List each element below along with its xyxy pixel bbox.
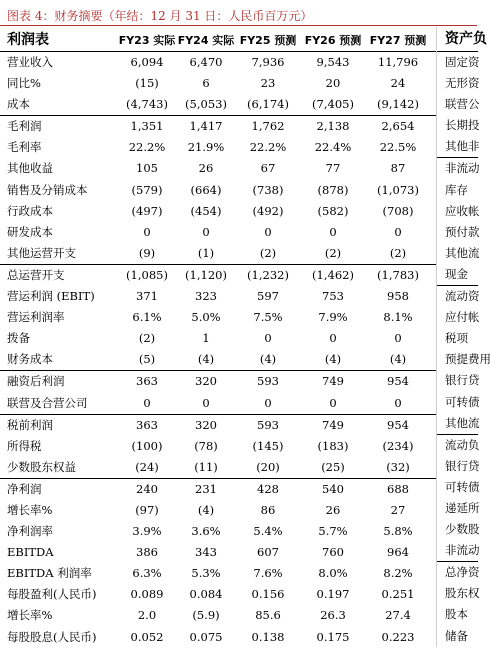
- row-label: 每股盈利(人民币): [7, 587, 97, 602]
- table-cell: 6.3%: [132, 566, 162, 581]
- row-label: 增长率%: [7, 502, 53, 517]
- table-cell: 0: [264, 224, 272, 239]
- side-row-label: 总净资: [437, 561, 478, 583]
- table-cell: 749: [322, 417, 344, 432]
- table-cell: 5.7%: [318, 524, 348, 539]
- table-cell: (4,743): [126, 97, 168, 112]
- table-cell: 0: [329, 331, 337, 346]
- table-cell: (1,783): [377, 267, 419, 282]
- table-cell: 87: [390, 161, 406, 176]
- table-cell: 593: [257, 374, 279, 389]
- row-label: 行政成本: [7, 203, 53, 218]
- row-label: 拨备: [7, 331, 30, 346]
- side-row-label: 股东权: [445, 586, 480, 601]
- row-label: 增长率%: [7, 608, 53, 623]
- table-cell: 0: [202, 395, 210, 410]
- table-cell: 0: [394, 395, 402, 410]
- table-cell: (1,120): [185, 267, 227, 282]
- table-cell: (6,174): [247, 97, 289, 112]
- row-label: 其他收益: [7, 161, 53, 176]
- table-cell: 7.6%: [253, 566, 283, 581]
- table-cell: 23: [260, 76, 276, 91]
- side-row-label: 储备: [445, 628, 468, 643]
- table-cell: 2.0: [137, 608, 157, 623]
- table-header: [0, 27, 436, 52]
- table-cell: (5,053): [185, 97, 227, 112]
- table-cell: (1,073): [377, 182, 419, 197]
- table-cell: 240: [136, 481, 158, 496]
- table-cell: 9,543: [316, 55, 350, 69]
- column-header: FY25 预测: [239, 34, 297, 47]
- table-row: [0, 243, 436, 264]
- table-row: [0, 73, 436, 94]
- table-row: [0, 286, 436, 307]
- table-cell: 428: [257, 481, 279, 496]
- table-cell: (145): [252, 438, 284, 453]
- table-cell: 24: [390, 76, 406, 91]
- table-cell: 688: [387, 481, 409, 496]
- table-cell: 371: [136, 289, 158, 304]
- table-row: [0, 307, 436, 328]
- table-cell: (454): [190, 203, 222, 218]
- table-cell: (9): [138, 245, 156, 260]
- table-cell: (1,462): [312, 267, 354, 282]
- table-cell: 0: [264, 331, 272, 346]
- table-cell: (1): [197, 245, 215, 260]
- table-row: [0, 500, 436, 521]
- table-cell: 0.052: [130, 629, 164, 644]
- table-cell: (664): [190, 182, 222, 197]
- column-header: FY24 实际: [177, 34, 235, 47]
- table-cell: 0.089: [130, 587, 164, 602]
- table-cell: 964: [387, 545, 409, 560]
- column-header: FY23 实际: [118, 34, 176, 47]
- table-cell: 540: [322, 481, 344, 496]
- table-cell: 7.5%: [253, 310, 283, 325]
- table-row: [0, 414, 436, 436]
- row-label: 每股股息(人民币): [7, 629, 97, 644]
- table-cell: 753: [322, 289, 344, 304]
- side-row-label: 其他流: [445, 415, 480, 430]
- side-row-label: 银行贷: [445, 373, 480, 388]
- table-row: [0, 158, 436, 179]
- table-row: [0, 328, 436, 349]
- row-label: 营业收入: [7, 55, 53, 69]
- table-cell: 0.223: [381, 629, 415, 644]
- table-cell: 0: [143, 224, 151, 239]
- table-cell: 0: [329, 224, 337, 239]
- table-row: [0, 222, 436, 243]
- table-cell: 26.3: [320, 608, 346, 623]
- table-cell: 5.3%: [191, 566, 221, 581]
- side-row-label: 应付帐: [445, 310, 480, 325]
- row-label: 其他运营开支: [7, 245, 76, 260]
- table-cell: 0: [143, 395, 151, 410]
- table-cell: 0.084: [189, 587, 223, 602]
- table-cell: 77: [325, 161, 341, 176]
- table-cell: 0.197: [316, 587, 350, 602]
- table-cell: 6: [202, 76, 210, 91]
- table-row: [0, 94, 436, 115]
- table-cell: 0: [264, 395, 272, 410]
- table-cell: (4): [259, 352, 277, 367]
- table-cell: 6,470: [189, 55, 223, 69]
- table-cell: 8.0%: [318, 566, 348, 581]
- table-cell: 958: [387, 289, 409, 304]
- table-cell: 7,936: [251, 55, 285, 69]
- table-cell: 67: [260, 161, 276, 176]
- table-cell: 607: [257, 545, 279, 560]
- table-cell: (708): [382, 203, 414, 218]
- table-cell: 27: [390, 502, 406, 517]
- side-row-label: 可转债: [445, 479, 480, 494]
- table-cell: 26: [325, 502, 341, 517]
- table-row: [0, 563, 436, 584]
- side-row-label: 长期投: [445, 118, 480, 133]
- table-cell: 0: [394, 331, 402, 346]
- table-cell: (5.9): [192, 608, 220, 623]
- table-cell: 593: [257, 417, 279, 432]
- row-label: 营运利润 (EBIT): [7, 289, 95, 304]
- table-cell: 323: [195, 289, 217, 304]
- table-cell: 954: [387, 374, 409, 389]
- table-cell: 0: [329, 395, 337, 410]
- table-cell: 363: [136, 374, 158, 389]
- table-cell: (2): [324, 245, 342, 260]
- income-statement-table: [0, 27, 436, 648]
- table-cell: 749: [322, 374, 344, 389]
- side-table-title: 资产负: [437, 27, 478, 52]
- table-cell: 8.2%: [383, 566, 413, 581]
- side-row-label: 其他非: [445, 139, 480, 154]
- table-cell: 11,796: [377, 55, 419, 69]
- table-row: [0, 605, 436, 626]
- table-cell: 105: [136, 161, 158, 176]
- side-row-label: 预付款: [445, 224, 480, 239]
- table-cell: (11): [194, 459, 218, 474]
- side-row-label: 库存: [445, 182, 468, 197]
- table-row: [0, 521, 436, 542]
- table-cell: (497): [131, 203, 163, 218]
- table-cell: (9,142): [377, 97, 419, 112]
- table-cell: (4): [197, 352, 215, 367]
- table-row: [0, 627, 436, 648]
- side-row-label: 可转债: [445, 394, 480, 409]
- table-row: [0, 542, 436, 563]
- table-row: [0, 393, 436, 414]
- table-cell: 8.1%: [383, 310, 413, 325]
- table-cell: (1,232): [247, 267, 289, 282]
- table-cell: 0.156: [251, 587, 285, 602]
- table-cell: (15): [135, 76, 159, 91]
- table-cell: 2,654: [381, 119, 415, 134]
- table-cell: 6.1%: [132, 310, 162, 325]
- caption-divider: [0, 25, 477, 26]
- side-row-label: 流动负: [437, 434, 478, 456]
- table-row: [0, 115, 436, 137]
- table-cell: 0.075: [189, 629, 223, 644]
- table-cell: (1,085): [126, 267, 168, 282]
- table-cell: (4): [389, 352, 407, 367]
- table-cell: (100): [131, 438, 163, 453]
- row-label: 净利润: [7, 481, 42, 496]
- table-row: [0, 584, 436, 605]
- table-cell: 386: [136, 545, 158, 560]
- side-row-label: 银行贷: [445, 458, 480, 473]
- table-cell: 1,417: [189, 119, 223, 134]
- row-label: 销售及分销成本: [7, 182, 88, 197]
- table-cell: 760: [322, 545, 344, 560]
- row-label: 所得税: [7, 438, 42, 453]
- table-cell: (20): [256, 459, 280, 474]
- side-row-label: 股本: [445, 607, 468, 622]
- table-cell: (4): [324, 352, 342, 367]
- table-cell: (2): [389, 245, 407, 260]
- row-label: 联营及合营公司: [7, 395, 88, 410]
- column-header: FY27 预测: [369, 34, 427, 47]
- side-row-label: 预提费用: [445, 352, 491, 367]
- table-cell: (4): [197, 502, 215, 517]
- side-row-label: 联营公: [445, 97, 480, 112]
- row-label: 研发成本: [7, 224, 53, 239]
- table-cell: 7.9%: [318, 310, 348, 325]
- table-cell: 27.4: [385, 608, 411, 623]
- table-cell: 22.5%: [379, 140, 417, 155]
- table-cell: 343: [195, 545, 217, 560]
- table-row: [0, 349, 436, 370]
- table-cell: (24): [135, 459, 159, 474]
- table-cell: (25): [321, 459, 345, 474]
- table-row: [0, 137, 436, 158]
- row-label: 税前利润: [7, 417, 53, 432]
- table-cell: (78): [194, 438, 218, 453]
- row-label: 毛利率: [7, 140, 42, 155]
- side-row-label: 其他流: [445, 245, 480, 260]
- table-cell: (582): [317, 203, 349, 218]
- table-cell: (234): [382, 438, 414, 453]
- table-cell: 5.0%: [191, 310, 221, 325]
- table-row: [0, 478, 436, 500]
- table-cell: 363: [136, 417, 158, 432]
- table-cell: 22.2%: [249, 140, 287, 155]
- table-cell: 20: [325, 76, 341, 91]
- table-row: [0, 457, 436, 478]
- row-label: 成本: [7, 97, 30, 112]
- table-cell: (7,405): [312, 97, 354, 112]
- column-header: FY26 预测: [304, 34, 362, 47]
- side-row-label: 非流动: [437, 157, 478, 179]
- side-row-label: 现金: [445, 266, 468, 281]
- row-label: 同比%: [7, 76, 41, 91]
- table-cell: (738): [252, 182, 284, 197]
- table-cell: 5.8%: [383, 524, 413, 539]
- table-cell: (2): [138, 331, 156, 346]
- table-cell: 3.6%: [191, 524, 221, 539]
- table-cell: 0: [394, 224, 402, 239]
- side-row-label: 递延所: [445, 500, 480, 515]
- figure-caption: 图表 4：财务摘要（年结：12 月 31 日：人民币百万元）: [7, 9, 313, 23]
- table-row: [0, 201, 436, 222]
- table-cell: 0.175: [316, 629, 350, 644]
- table-cell: (97): [135, 502, 159, 517]
- table-row: [0, 180, 436, 201]
- side-row-label: 少数股: [445, 522, 480, 537]
- balance-sheet-table-partial: [436, 27, 491, 647]
- row-label: 财务成本: [7, 352, 53, 367]
- table-cell: (32): [386, 459, 410, 474]
- row-label: EBITDA 利润率: [7, 566, 92, 581]
- table-cell: 22.2%: [128, 140, 166, 155]
- side-row-label: 税项: [445, 331, 468, 346]
- row-label: 融资后利润: [7, 374, 65, 389]
- table-cell: 320: [195, 374, 217, 389]
- table-cell: 954: [387, 417, 409, 432]
- table-cell: 3.9%: [132, 524, 162, 539]
- table-cell: 22.4%: [314, 140, 352, 155]
- side-row-label: 非流动: [445, 543, 480, 558]
- row-label: 毛利润: [7, 119, 42, 134]
- table-cell: 1: [202, 331, 210, 346]
- table-cell: (2): [259, 245, 277, 260]
- table-row: [0, 264, 436, 286]
- table-row: [0, 52, 436, 73]
- table-row: [0, 436, 436, 457]
- side-row-label: 应收帐: [445, 203, 480, 218]
- table-cell: 2,138: [316, 119, 350, 134]
- table-cell: (183): [317, 438, 349, 453]
- table-cell: (579): [131, 182, 163, 197]
- table-cell: 1,351: [130, 119, 164, 134]
- side-row-label: 固定资: [445, 55, 480, 69]
- row-label: EBITDA: [7, 545, 54, 560]
- row-label: 净利润率: [7, 524, 53, 539]
- table-row: [0, 370, 436, 392]
- side-row-label: 无形资: [445, 76, 480, 91]
- table-cell: 0.138: [251, 629, 285, 644]
- table-cell: 597: [257, 289, 279, 304]
- table-cell: 6,094: [130, 55, 164, 69]
- table-cell: 1,762: [251, 119, 285, 134]
- table-cell: (878): [317, 182, 349, 197]
- table-cell: 21.9%: [187, 140, 225, 155]
- row-label: 营运利润率: [7, 310, 65, 325]
- table-cell: 320: [195, 417, 217, 432]
- table-cell: 86: [260, 502, 276, 517]
- row-label: 少数股东权益: [7, 459, 76, 474]
- table-cell: (492): [252, 203, 284, 218]
- table-cell: (5): [138, 352, 156, 367]
- table-title: 利润表: [7, 32, 49, 48]
- side-row-label: 流动资: [437, 285, 478, 307]
- table-cell: 26: [198, 161, 214, 176]
- table-cell: 0.251: [381, 587, 415, 602]
- row-label: 总运营开支: [7, 267, 65, 282]
- table-cell: 231: [195, 481, 217, 496]
- table-cell: 5.4%: [253, 524, 283, 539]
- table-cell: 0: [202, 224, 210, 239]
- table-cell: 85.6: [255, 608, 281, 623]
